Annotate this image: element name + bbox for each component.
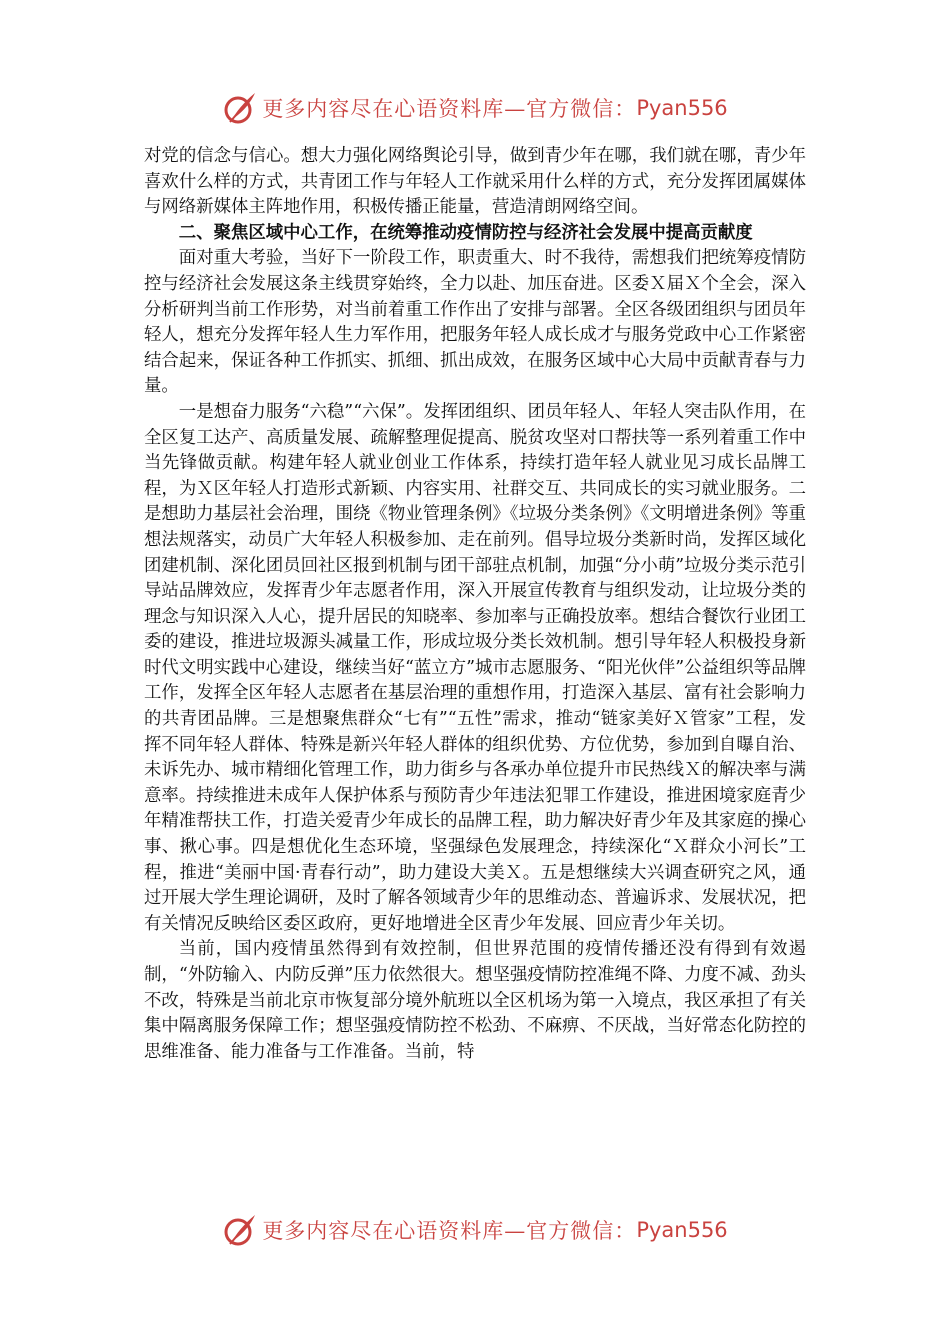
paragraph-continued: 对党的信念与信心。想大力强化网络舆论引导，做到青少年在哪，我们就在哪，青少年喜欢什么样的方式，共青团工作与年轻人工作就采用什么样的方式，充分发挥团属媒体与网络新媒体主阵地作用，积极传播正能量，营造清朗网络空间。 <box>144 146 806 218</box>
watermark-text: 更多内容尽在心语资料库—官方微信： <box>262 1219 637 1243</box>
paragraph-epidemic: 当前，国内疫情虽然得到有效控制，但世界范围的疫情传播还没有得到有效遏制，“外防输入、内防反弹”压力依然很大。想坚强疫情防控准绳不降、力度不减、劲头不改，特殊是当前北京市恢复部分境外航班以全区机场为第一入境点，我区承担了有关集中隔离服务保障工作；想坚强疫情防控不松劲、不麻痹、不厌战，当好常态化防控的思维准备、能力准备与工作准备。当前，特 <box>144 939 806 1062</box>
watermark-banner-bottom <box>0 1208 950 1252</box>
watermark-banner-top <box>0 86 950 130</box>
quill-pen-logo-icon <box>222 90 258 126</box>
quill-pen-logo-icon <box>222 1212 258 1248</box>
section-heading-2: 二、聚焦区域中心工作，在统筹推动疫情防控与经济社会发展中提高贡献度 <box>178 222 753 243</box>
paragraph-intro: 面对重大考验，当好下一阶段工作，职责重大、时不我待，需想我们把统筹疫情防控与经济社会发展这条主线贯穿始终，全力以赴、加压奋进。区委Ｘ届Ｘ个全会，深入分析研判当前工作形势，对当前着重工作作出了安排与部署。全区各级团组织与团员年轻人，想充分发挥年轻人生力军作用，把服务年轻人成长成才与服务党政中心工作紧密结合起来，保证各种工作抓实、抓细、抓出成效，在服务区域中心大局中贡献青春与力量。 <box>144 248 806 397</box>
paragraph-tasks: 一是想奋力服务“六稳”“六保”。发挥团组织、团员年轻人、年轻人突击队作用，在全区复工达产、高质量发展、疏解整理促提高、脱贫攻坚对口帮扶等一系列着重工作中当先锋做贡献。构建年轻人就业创业工作体系，持续打造年轻人就业见习成长品牌工程，为Ｘ区年轻人打造形式新颖、内容实用、社群交互、共同成长的实习就业服务。二是想助力基层社会治理，围绕《物业管理条例》《垃圾分类条例》《文明增进条例》等重想法规落实，动员广大年轻人积极参加、走在前列。倡导垃圾分类新时尚，发挥区域化团建机制、深化团员回社区报到机制与团干部驻点机制，加强“分小萌”垃圾分类示范引导站品牌效应，发挥青少年志愿者作用，深入开展宣传教育与组织发动，让垃圾分类的理念与知识深入人心，提升居民的知晓率、参加率与正确投放率。想结合餐饮行业团工委的建设，推进垃圾源头减量工作，形成垃圾分类长效机制。想引导年轻人积极投身新时代文明实践中心建设，继续当好“蓝立方”城市志愿服务、“阳光伙伴”公益组织等品牌工作，发挥全区年轻人志愿者在基层治理的重想作用，打造深入基层、富有社会影响力的共青团品牌。三是想聚焦群众“七有”“五性”需求，推动“链家美好Ｘ管家”工程，发挥不同年轻人群体、特殊是新兴年轻人群体的组织优势、方位优势，参加到自曝自治、未诉先办、城市精细化管理工作，助力街乡与各承办单位提升市民热线Ｘ的解决率与满意率。持续推进未成年人保护体系与预防青少年违法犯罪工作建设，推进困境家庭青少年精准帮扶工作，打造关爱青少年成长的品牌工程，助力解决好青少年及其家庭的操心事、揪心事。四是想优化生态环境，坚强绿色发展理念，持续深化“Ｘ群众小河长”工程，推进“美丽中国·青春行动”，助力建设大美Ｘ。五是想继续大兴调查研究之风，通过开展大学生理论调研，及时了解各领域青少年的思维动态、普遍诉求、发展状况，把有关情况反映给区委区政府，更好地增进全区青少年发展、回应青少年关切。 <box>144 401 806 934</box>
watermark-text: 更多内容尽在心语资料库—官方微信： <box>262 97 637 121</box>
watermark-wechat-id: Pyan556 <box>636 96 728 120</box>
watermark-wechat-id: Pyan556 <box>636 1218 728 1242</box>
document-body <box>144 144 806 1065</box>
